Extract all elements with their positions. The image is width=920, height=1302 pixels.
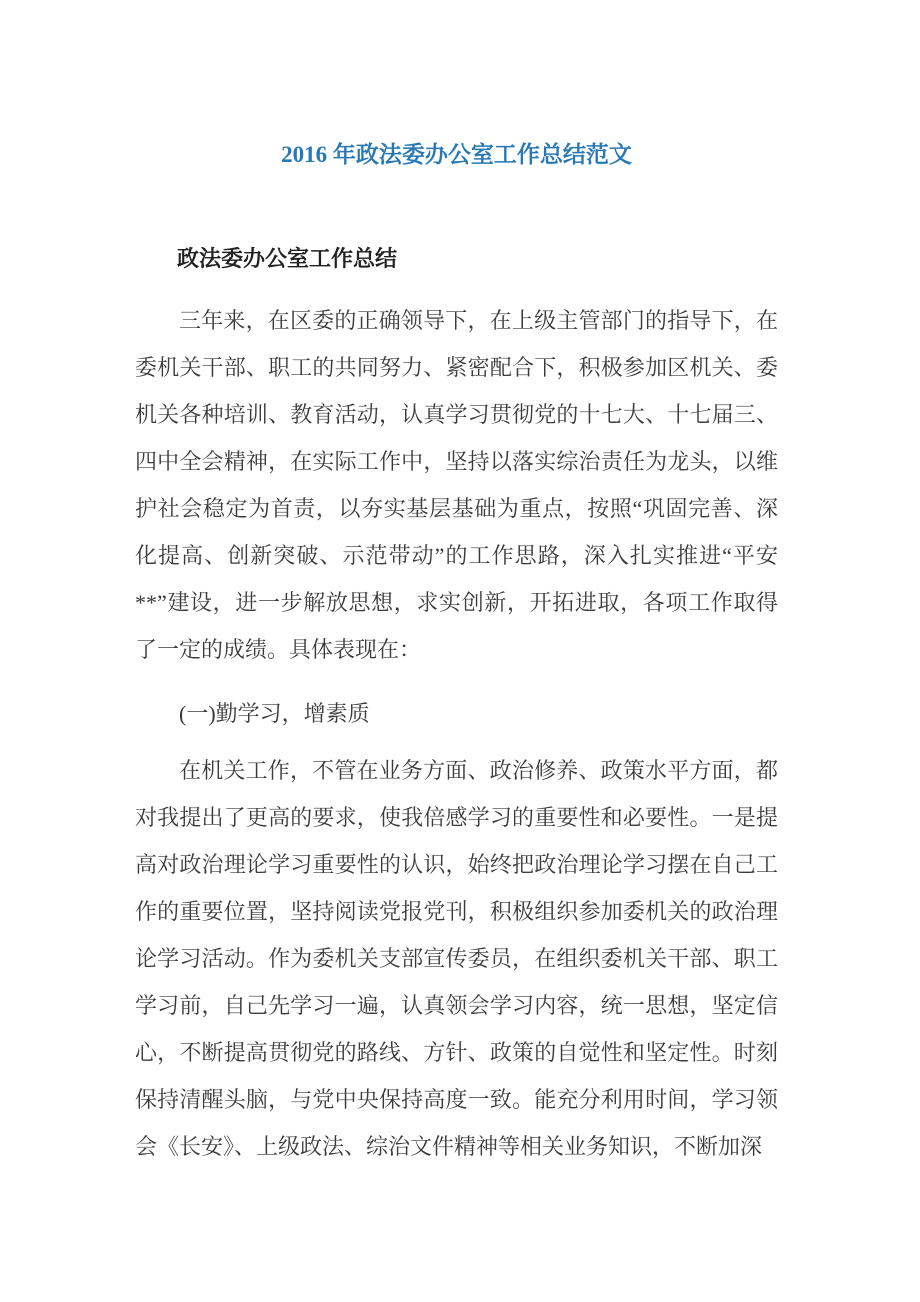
document-title: 2016 年政法委办公室工作总结范文: [281, 142, 632, 167]
subsection-heading: (一)勤学习，增素质: [179, 701, 370, 726]
section-heading: 政法委办公室工作总结: [177, 246, 398, 271]
paragraph-intro: 三年来，在区委的正确领导下，在上级主管部门的指导下，在委机关干部、职工的共同努力、紧密配合下，积极参加区机关、委机关各种培训、教育活动，认真学习贯彻党的十七大、十七届三、四中全会精神，在实际工作中，坚持以落实综治责任为龙头，以维护社会稳定为首责，以夯实基层基础为重点，按照“巩固完善、深化提高、创新突破、示范带动”的工作思路，深入扎实推进“平安**”建设，进一步解放思想，求实创新，开拓进取，各项工作取得了一定的成绩。具体表现在：: [135, 308, 778, 662]
paragraph-body: 在机关工作，不管在业务方面、政治修养、政策水平方面，都对我提出了更高的要求，使我倍感学习的重要性和必要性。一是提高对政治理论学习重要性的认识，始终把政治理论学习摆在自己工作的重要位置，坚持阅读党报党刊，积极组织参加委机关的政治理论学习活动。作为委机关支部宣传委员，在组织委机关干部、职工学习前，自己先学习一遍，认真领会学习内容，统一思想，坚定信心，不断提高贯彻党的路线、方针、政策的自觉性和坚定性。时刻保持清醒头脑，与党中央保持高度一致。能充分利用时间，学习领会《长安》、上级政法、综治文件精神等相关业务知识，不断加深: [135, 758, 778, 1159]
